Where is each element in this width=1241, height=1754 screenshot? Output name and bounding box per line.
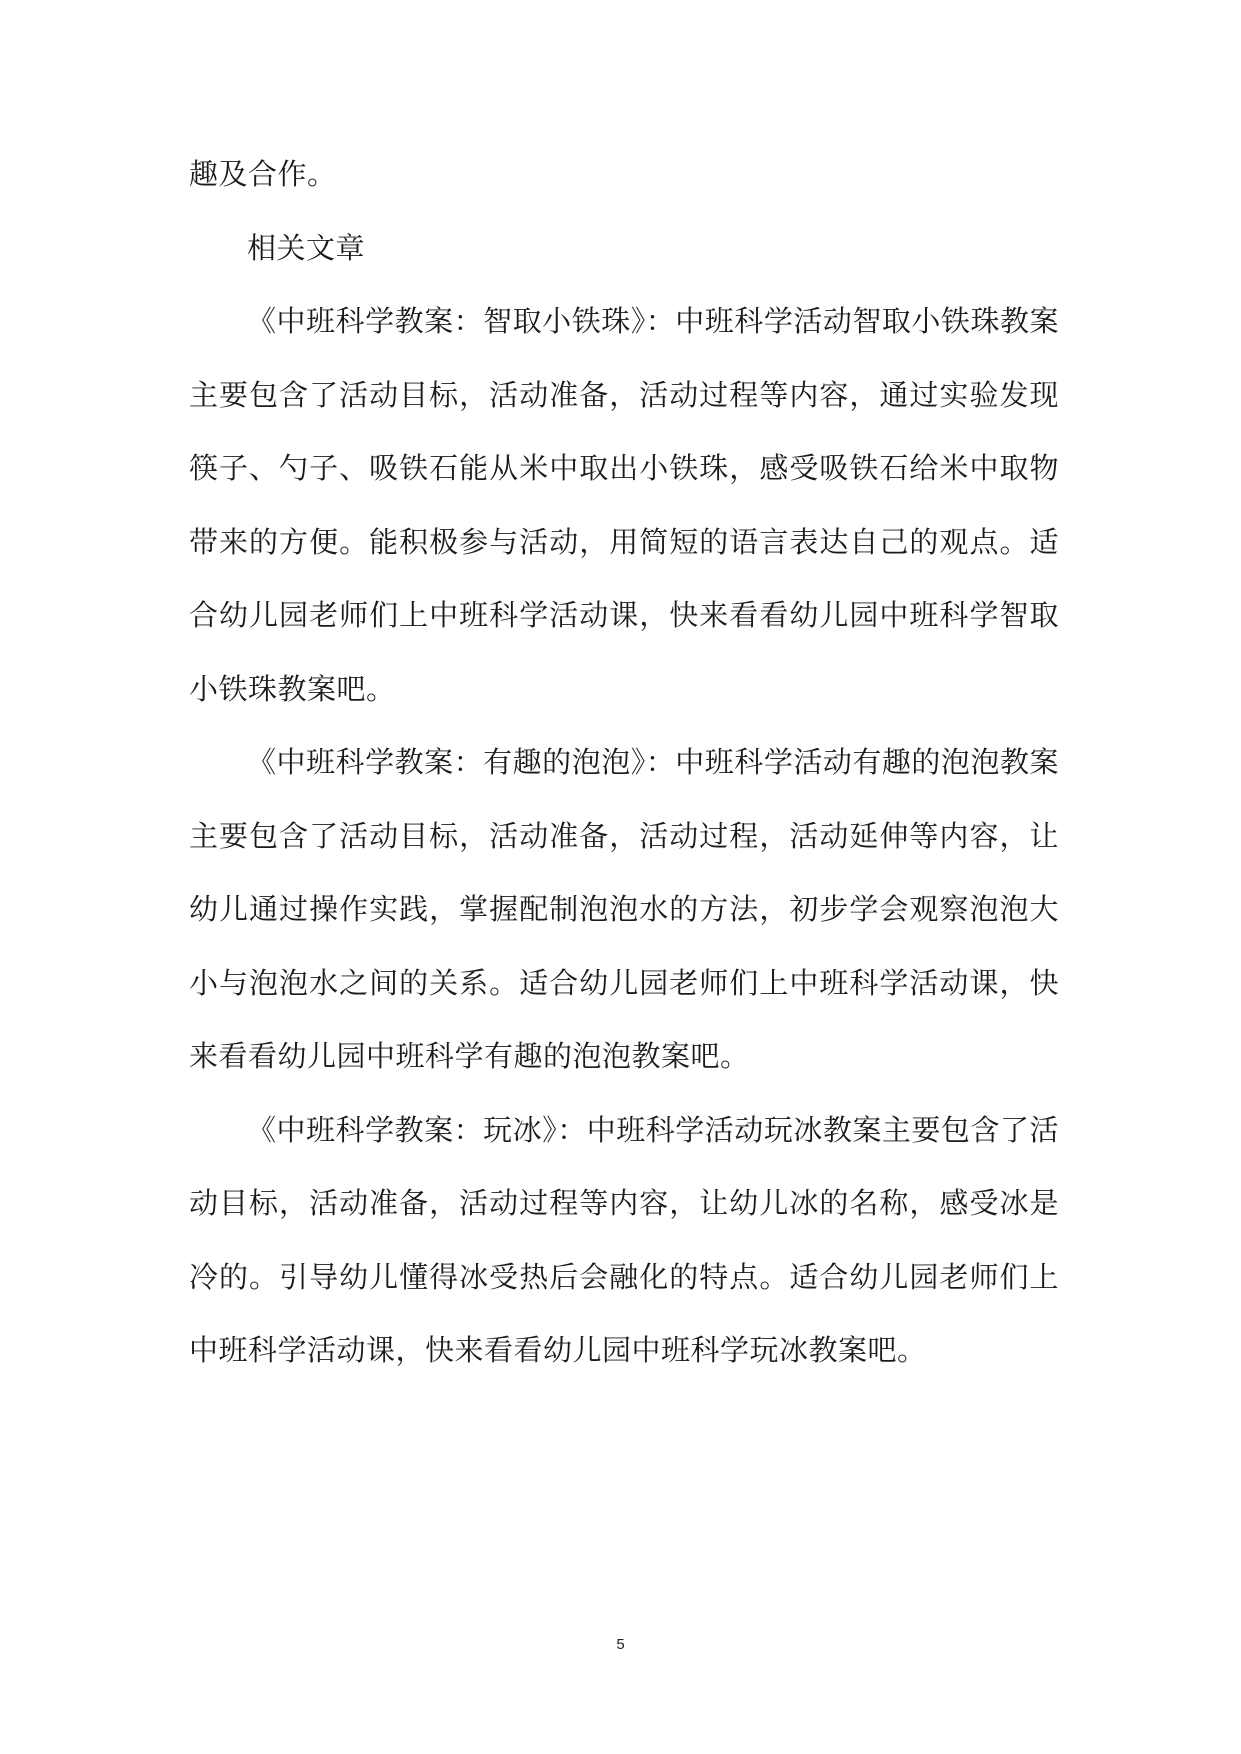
related-articles-heading: 相关文章 [247, 230, 366, 265]
body-text [189, 138, 1059, 1388]
related-article-ice: 《中班科学教案：玩冰》：中班科学活动玩冰教案主要包含了活动目标，活动准备，活动过程等内容，让幼儿冰的名称，感受冰是冷的。引导幼儿懂得冰受热后会融化的特点。适合幼儿园老师们上中班科学活动课，快来看看幼儿园中班科学玩冰教案吧。 [189, 1112, 1059, 1367]
related-article-iron-beads: 《中班科学教案：智取小铁珠》：中班科学活动智取小铁珠教案主要包含了活动目标，活动准备，活动过程等内容，通过实验发现筷子、勺子、吸铁石能从米中取出小铁珠，感受吸铁石给米中取物带来的方便。能积极参与活动，用简短的语言表达自己的观点。适合幼儿园老师们上中班科学活动课，快来看看幼儿园中班科学智取小铁珠教案吧。 [189, 304, 1059, 706]
related-article-bubbles: 《中班科学教案：有趣的泡泡》：中班科学活动有趣的泡泡教案主要包含了活动目标，活动准备，活动过程，活动延伸等内容，让幼儿通过操作实践，掌握配制泡泡水的方法，初步学会观察泡泡大小与泡泡水之间的关系。适合幼儿园老师们上中班科学活动课，快来看看幼儿园中班科学有趣的泡泡教案吧。 [189, 745, 1059, 1073]
page-number: 5 [616, 1636, 625, 1653]
paragraph-continuation: 趣及合作。 [189, 157, 337, 191]
